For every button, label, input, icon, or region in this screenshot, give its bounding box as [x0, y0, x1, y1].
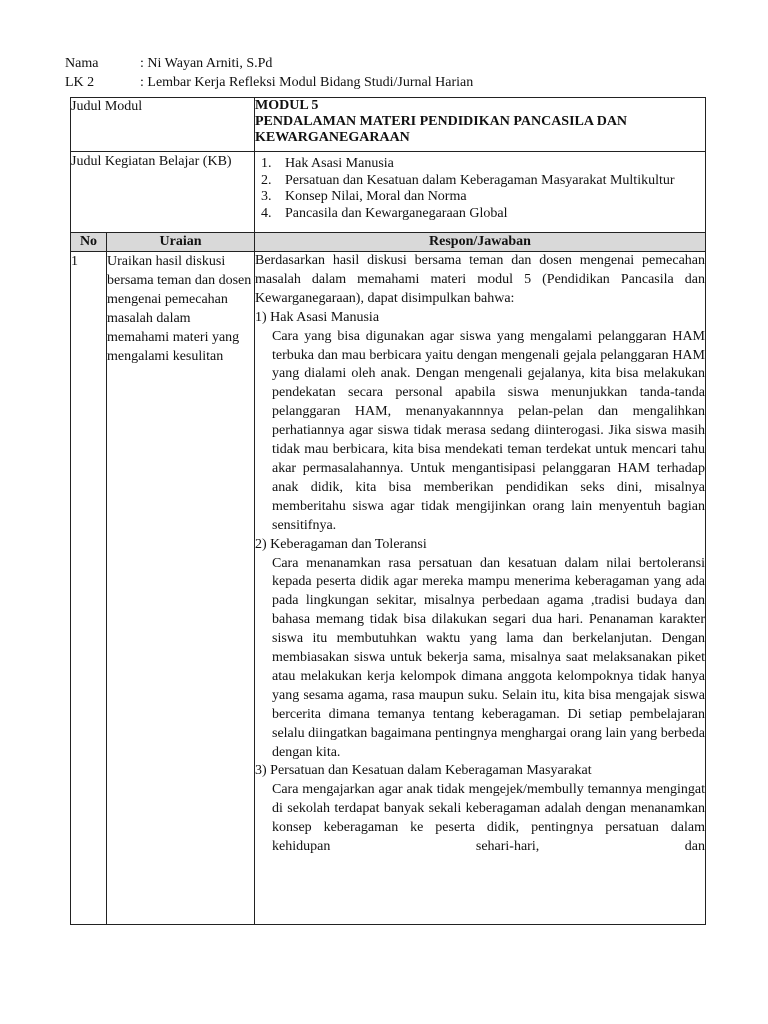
modul-title [255, 98, 706, 152]
header-nama [65, 55, 272, 73]
col-respon-header: Respon/Jawaban [255, 233, 706, 252]
nama-value: : Ni Wayan Arniti, S.Pd [140, 56, 273, 71]
header-lk [65, 74, 473, 92]
section-heading-2: 2) Keberagaman dan Toleransi [255, 536, 427, 552]
section-body-2: Cara menanamkan rasa persatuan dan kesatuan dalam nilai bertoleransi kepada peserta didik agar mereka mampu menerima keberagaman yang ada pada lingkungan sekitar, misalnya perbedaan agama ,tradisi budaya dan bahasa memang tidak bisa dilakukan segari dua hari. Penanaman karakter siswa itu membutuhkan waktu yang lama dan berkelanjutan. Dengan membiasakan siswa untuk bekerja sama, misalnya saat melaksanakan piket atau melakukan kerja kelompok dimana anggota kelompoknya tidak hanya yang sesama agama, rasa maupun suku. Selain itu, kita bisa mengajak siswa bercerita dimana temanya tentang keberagaman. Di setiap pembelajaran selalu diingatkan bagaimana pentingnya menghargai orang lain yang berbeda dengan kita. [272, 555, 705, 760]
modul-number: MODUL 5 [255, 98, 319, 113]
list-item: 3. Konsep Nilai, Moral dan Norma [261, 189, 467, 204]
section-heading-3: 3) Persatuan dan Kesatuan dalam Keberagaman Masyarakat [255, 763, 592, 779]
column-header-row [71, 233, 706, 252]
list-item: 4. Pancasila dan Kewarganegaraan Global [261, 205, 508, 221]
col-no-header: No [71, 233, 107, 252]
nama-label: Nama [65, 56, 99, 71]
kb-list-cell [255, 152, 706, 233]
section-heading-1: 1) Hak Asasi Manusia [255, 309, 380, 325]
row-respon [255, 252, 706, 925]
lk-label: LK 2 [65, 75, 95, 90]
respon-intro: Berdasarkan hasil diskusi bersama teman dan dosen mengenai pemecahan masalah dalam memahami materi modul 5 (Pendidikan Pancasila dan Kewarganegaraan), dapat disimpulkan bahwa: [255, 253, 705, 306]
kb-row [71, 152, 706, 233]
kb-list [255, 152, 705, 226]
section-body-1: Cara yang bisa digunakan agar siswa yang mengalami pelanggaran HAM terbuka dan mau berbicara yaitu dengan mengenali gejala pelanggaran HAM yang dialami oleh anak. Dengan mengenali gejalanya, kita bisa melakukan pendekatan secara personal apabila siswa menunjukkan tanda-tanda pelanggaran HAM, menanyakannnya pelan-pelan dan mengalihkan perhatiannya agar siswa tidak merasa sedang diinterogasi. Jika siswa masih tidak mau berbicara, kita bisa mendekati teman terdekat untuk mencari tahu akar permasalahannya. Untuk mengantisipasi pelanggaran HAM terhadap anak didik, kita bisa memberikan pendidikan seks dini, misalnya memberitahu siswa agar tidak mengijinkan orang lain menyentuh bagian sensitifnya. [272, 328, 705, 533]
table-row [71, 252, 706, 925]
judul-modul-row [71, 98, 706, 152]
kb-label: Judul Kegiatan Belajar (KB) [71, 152, 255, 233]
row-uraian: Uraikan hasil diskusi bersama teman dan dosen mengenai pemecahan masalah dalam memahami materi yang mengalami kesulitan [107, 252, 255, 925]
col-uraian-header: Uraian [107, 233, 255, 252]
worksheet-table [70, 97, 706, 925]
lk-value: : Lembar Kerja Refleksi Modul Bidang Studi/Jurnal Harian [140, 75, 474, 90]
row-number: 1 [71, 252, 107, 925]
modul-name: PENDALAMAN MATERI PENDIDIKAN PANCASILA DAN KEWARGANEGARAAN [255, 114, 628, 145]
section-body-3: Cara mengajarkan agar anak tidak mengejek/membully temannya mengingat di sekolah terdapat banyak sekali keberagaman adalah dengan menanamkan konsep keberagaman ke peserta didik, pentingnya persatuan dalam kehidupan sehari-hari, dan [272, 782, 705, 855]
judul-modul-label: Judul Modul [71, 98, 255, 152]
list-item: 1. Hak Asasi Manusia [261, 156, 394, 171]
list-item: 2. Persatuan dan Kesatuan dalam Keberagaman Masyarakat Multikultur [261, 172, 675, 188]
